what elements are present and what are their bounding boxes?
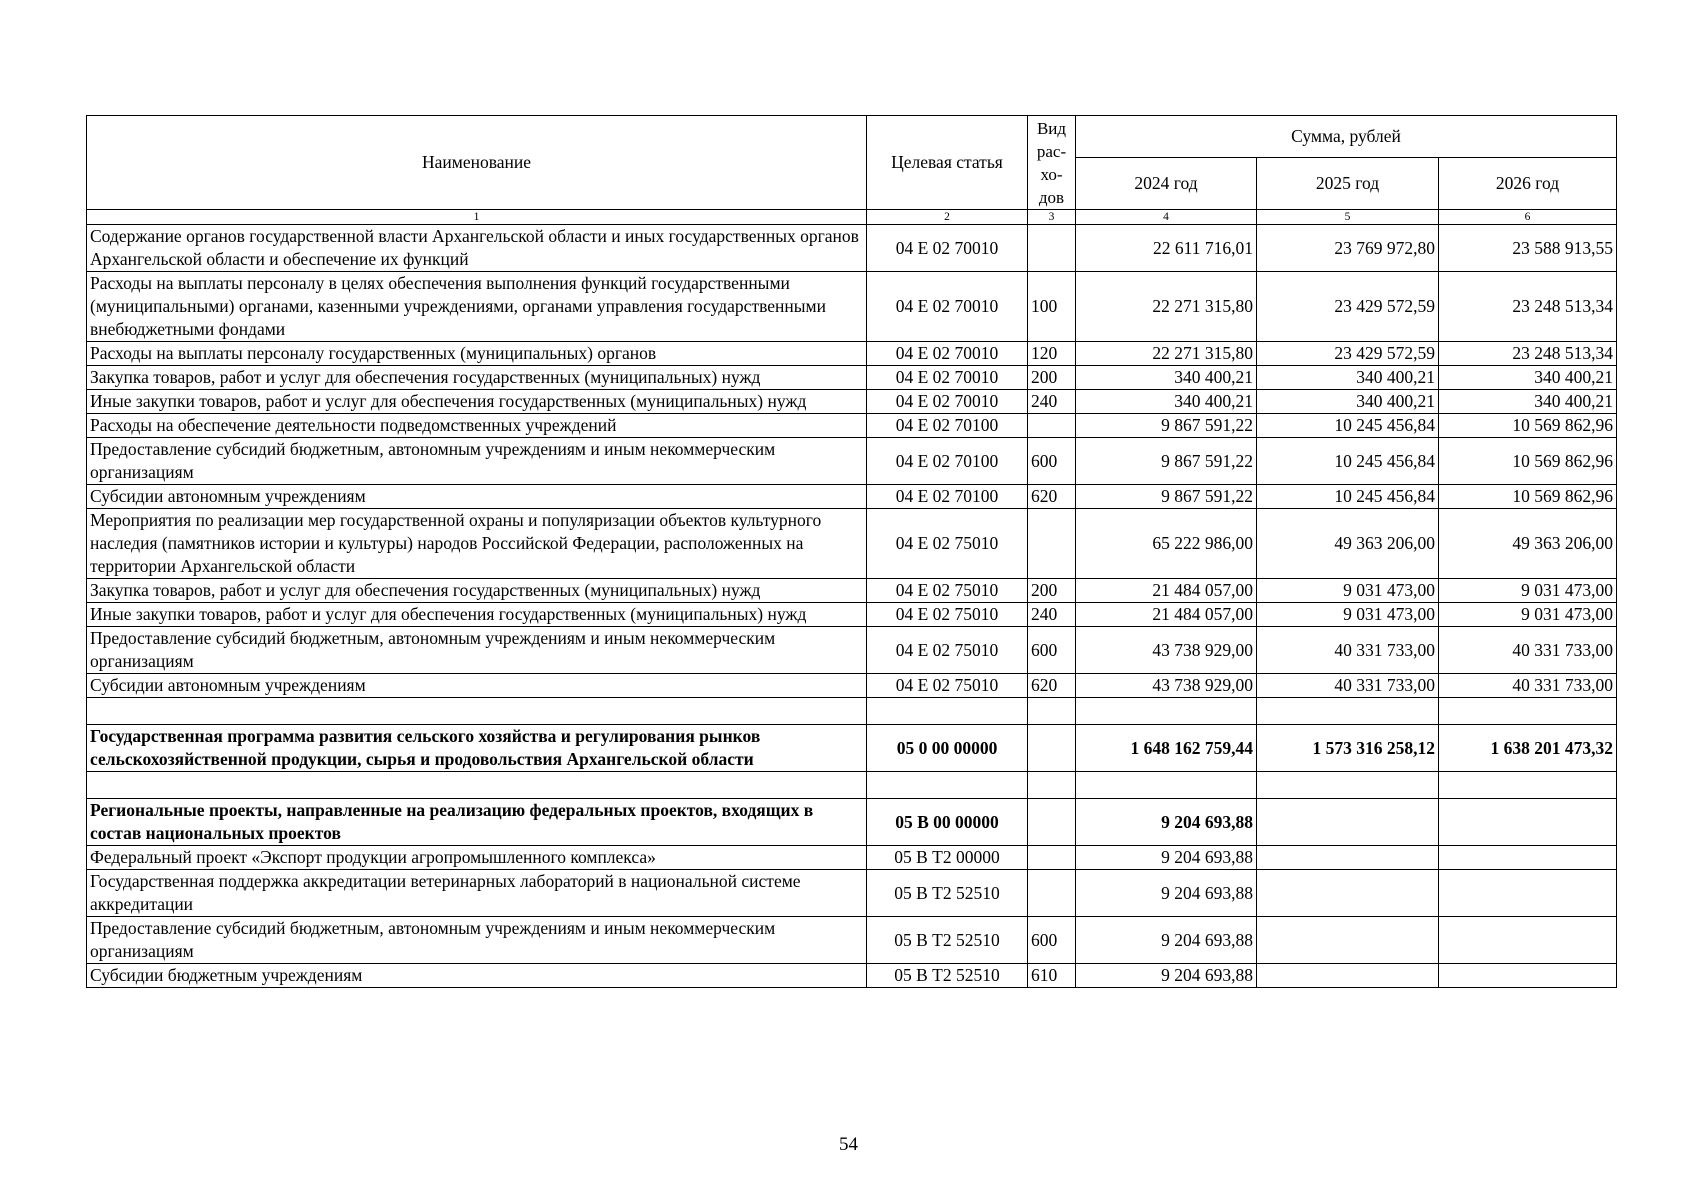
page-number: 54 — [839, 1134, 858, 1155]
row-code: 04 Е 02 75010 — [867, 509, 1028, 579]
table-row — [87, 342, 1617, 366]
row-sum-2024: 22 271 315,80 — [1076, 342, 1257, 366]
row-sum-2024: 22 271 315,80 — [1076, 272, 1257, 342]
row-sum-2024: 9 204 693,88 — [1076, 917, 1257, 964]
row-vid: 200 — [1028, 366, 1076, 390]
row-code: 05 В Т2 52510 — [867, 964, 1028, 988]
row-name: Иные закупки товаров, работ и услуг для обеспечения государственных (муниципальных) нужд — [87, 390, 867, 414]
row-sum-2024: 43 738 929,00 — [1076, 674, 1257, 698]
row-sum-2025 — [1257, 964, 1439, 988]
row-code: 04 Е 02 70100 — [867, 485, 1028, 509]
row-code: 04 Е 02 70010 — [867, 225, 1028, 272]
row-code: 04 Е 02 75010 — [867, 603, 1028, 627]
row-vid: 600 — [1028, 627, 1076, 674]
row-sum-2026: 10 569 862,96 — [1439, 438, 1617, 485]
row-sum-2025: 10 245 456,84 — [1257, 485, 1439, 509]
row-sum-2025: 9 031 473,00 — [1257, 603, 1439, 627]
row-code: 04 Е 02 75010 — [867, 627, 1028, 674]
column-number: 6 — [1439, 210, 1617, 225]
row-sum-2024: 43 738 929,00 — [1076, 627, 1257, 674]
table-row — [87, 414, 1617, 438]
row-sum-2025: 1 573 316 258,12 — [1257, 725, 1439, 772]
row-vid: 600 — [1028, 438, 1076, 485]
row-sum-2024: 9 204 693,88 — [1076, 799, 1257, 846]
row-name: Предоставление субсидий бюджетным, автономным учреждениям и иным некоммерческим организациям — [87, 917, 867, 964]
budget-table — [86, 115, 1617, 988]
row-vid: 100 — [1028, 272, 1076, 342]
row-code: 04 Е 02 70100 — [867, 438, 1028, 485]
row-sum-2025: 23 769 972,80 — [1257, 225, 1439, 272]
table-row — [87, 438, 1617, 485]
row-code: 05 В Т2 00000 — [867, 846, 1028, 870]
row-name: Предоставление субсидий бюджетным, автономным учреждениям и иным некоммерческим организациям — [87, 438, 867, 485]
row-name: Расходы на выплаты персоналу в целях обеспечения выполнения функций государственными (муниципальными) органами, казенными учреждениями, органами управления государственными внебюджетными фондами — [87, 272, 867, 342]
row-name: Субсидии бюджетным учреждениям — [87, 964, 867, 988]
row-sum-2025: 23 429 572,59 — [1257, 342, 1439, 366]
row-sum-2026: 10 569 862,96 — [1439, 485, 1617, 509]
row-code: 04 Е 02 70010 — [867, 272, 1028, 342]
row-code: 05 0 00 00000 — [867, 725, 1028, 772]
row-name: Расходы на выплаты персоналу государственных (муниципальных) органов — [87, 342, 867, 366]
row-vid — [1028, 846, 1076, 870]
row-sum-2026 — [1439, 799, 1617, 846]
row-vid — [1028, 225, 1076, 272]
header-year-2025: 2025 год — [1257, 158, 1439, 210]
section-row — [87, 799, 1617, 846]
row-sum-2025: 10 245 456,84 — [1257, 414, 1439, 438]
table-row — [87, 964, 1617, 988]
row-sum-2025: 10 245 456,84 — [1257, 438, 1439, 485]
row-vid — [1028, 414, 1076, 438]
row-sum-2024: 9 867 591,22 — [1076, 485, 1257, 509]
row-name: Закупка товаров, работ и услуг для обеспечения государственных (муниципальных) нужд — [87, 579, 867, 603]
row-name: Расходы на обеспечение деятельности подведомственных учреждений — [87, 414, 867, 438]
row-vid: 240 — [1028, 603, 1076, 627]
row-code: 05 В Т2 52510 — [867, 917, 1028, 964]
row-code: 04 Е 02 70010 — [867, 342, 1028, 366]
row-vid: 620 — [1028, 485, 1076, 509]
row-vid — [1028, 725, 1076, 772]
row-sum-2026 — [1439, 846, 1617, 870]
row-sum-2026 — [1439, 964, 1617, 988]
table-row — [87, 846, 1617, 870]
header-sum: Сумма, рублей — [1076, 116, 1617, 158]
table-row — [87, 870, 1617, 917]
header-vid: Вид рас- хо- дов — [1028, 116, 1076, 210]
row-sum-2024: 9 204 693,88 — [1076, 870, 1257, 917]
row-sum-2025 — [1257, 846, 1439, 870]
table-row — [87, 485, 1617, 509]
row-code: 04 Е 02 75010 — [867, 674, 1028, 698]
row-name: Региональные проекты, направленные на реализацию федеральных проектов, входящих в состав национальных проектов — [87, 799, 867, 846]
empty-row — [87, 772, 1617, 799]
row-name: Мероприятия по реализации мер государственной охраны и популяризации объектов культурного наследия (памятников истории и культуры) народов Российской Федерации, расположенных на территории Архангельской области — [87, 509, 867, 579]
row-code: 04 Е 02 70100 — [867, 414, 1028, 438]
row-vid — [1028, 870, 1076, 917]
table-row — [87, 390, 1617, 414]
row-sum-2024: 22 611 716,01 — [1076, 225, 1257, 272]
row-sum-2026: 1 638 201 473,32 — [1439, 725, 1617, 772]
table-row — [87, 509, 1617, 579]
row-sum-2026: 10 569 862,96 — [1439, 414, 1617, 438]
row-vid: 120 — [1028, 342, 1076, 366]
row-sum-2024: 21 484 057,00 — [1076, 603, 1257, 627]
table-row — [87, 917, 1617, 964]
row-vid: 240 — [1028, 390, 1076, 414]
row-sum-2024: 21 484 057,00 — [1076, 579, 1257, 603]
row-name: Федеральный проект «Экспорт продукции агропромышленного комплекса» — [87, 846, 867, 870]
column-number: 1 — [87, 210, 867, 225]
column-number: 4 — [1076, 210, 1257, 225]
row-sum-2026: 23 248 513,34 — [1439, 272, 1617, 342]
header-name: Наименование — [87, 116, 867, 210]
row-sum-2025: 49 363 206,00 — [1257, 509, 1439, 579]
table-row — [87, 627, 1617, 674]
row-sum-2024: 340 400,21 — [1076, 390, 1257, 414]
row-vid: 200 — [1028, 579, 1076, 603]
row-name: Иные закупки товаров, работ и услуг для обеспечения государственных (муниципальных) нужд — [87, 603, 867, 627]
row-sum-2025: 340 400,21 — [1257, 390, 1439, 414]
row-name: Закупка товаров, работ и услуг для обеспечения государственных (муниципальных) нужд — [87, 366, 867, 390]
column-number: 5 — [1257, 210, 1439, 225]
row-sum-2026: 23 248 513,34 — [1439, 342, 1617, 366]
row-sum-2026: 49 363 206,00 — [1439, 509, 1617, 579]
row-vid — [1028, 799, 1076, 846]
row-name: Предоставление субсидий бюджетным, автономным учреждениям и иным некоммерческим организациям — [87, 627, 867, 674]
header-target: Целевая статья — [867, 116, 1028, 210]
table-row — [87, 272, 1617, 342]
row-sum-2025 — [1257, 917, 1439, 964]
row-sum-2026: 9 031 473,00 — [1439, 603, 1617, 627]
row-sum-2026: 23 588 913,55 — [1439, 225, 1617, 272]
table-row — [87, 579, 1617, 603]
row-sum-2024: 1 648 162 759,44 — [1076, 725, 1257, 772]
row-code: 04 Е 02 70010 — [867, 390, 1028, 414]
row-vid: 620 — [1028, 674, 1076, 698]
table-row — [87, 225, 1617, 272]
row-name: Содержание органов государственной власти Архангельской области и иных государственных органов Архангельской области и обеспечение их функций — [87, 225, 867, 272]
row-sum-2026 — [1439, 917, 1617, 964]
row-name: Субсидии автономным учреждениям — [87, 674, 867, 698]
header-year-2024: 2024 год — [1076, 158, 1257, 210]
table-row — [87, 603, 1617, 627]
row-sum-2026: 40 331 733,00 — [1439, 674, 1617, 698]
row-sum-2025 — [1257, 870, 1439, 917]
header-year-2026: 2026 год — [1439, 158, 1617, 210]
row-code: 05 В Т2 52510 — [867, 870, 1028, 917]
row-name: Государственная программа развития сельского хозяйства и регулирования рынков сельскохозяйственной продукции, сырья и продовольствия Архангельской области — [87, 725, 867, 772]
row-sum-2025: 9 031 473,00 — [1257, 579, 1439, 603]
row-sum-2026: 9 031 473,00 — [1439, 579, 1617, 603]
row-vid: 610 — [1028, 964, 1076, 988]
row-sum-2026 — [1439, 870, 1617, 917]
row-sum-2024: 9 204 693,88 — [1076, 964, 1257, 988]
row-sum-2025: 340 400,21 — [1257, 366, 1439, 390]
row-sum-2025: 40 331 733,00 — [1257, 627, 1439, 674]
row-name: Государственная поддержка аккредитации ветеринарных лабораторий в национальной системе аккредитации — [87, 870, 867, 917]
row-sum-2025: 23 429 572,59 — [1257, 272, 1439, 342]
row-sum-2024: 9 867 591,22 — [1076, 438, 1257, 485]
row-code: 05 В 00 00000 — [867, 799, 1028, 846]
row-sum-2025: 40 331 733,00 — [1257, 674, 1439, 698]
row-sum-2026: 340 400,21 — [1439, 390, 1617, 414]
program-row — [87, 725, 1617, 772]
column-number: 2 — [867, 210, 1028, 225]
row-sum-2026: 40 331 733,00 — [1439, 627, 1617, 674]
table-row — [87, 674, 1617, 698]
row-name: Субсидии автономным учреждениям — [87, 485, 867, 509]
row-code: 04 Е 02 75010 — [867, 579, 1028, 603]
row-sum-2024: 9 204 693,88 — [1076, 846, 1257, 870]
row-sum-2024: 340 400,21 — [1076, 366, 1257, 390]
table-row — [87, 366, 1617, 390]
row-vid — [1028, 509, 1076, 579]
row-vid: 600 — [1028, 917, 1076, 964]
empty-row — [87, 698, 1617, 725]
row-sum-2026: 340 400,21 — [1439, 366, 1617, 390]
row-sum-2024: 65 222 986,00 — [1076, 509, 1257, 579]
row-code: 04 Е 02 70010 — [867, 366, 1028, 390]
row-sum-2024: 9 867 591,22 — [1076, 414, 1257, 438]
row-sum-2025 — [1257, 799, 1439, 846]
column-number: 3 — [1028, 210, 1076, 225]
